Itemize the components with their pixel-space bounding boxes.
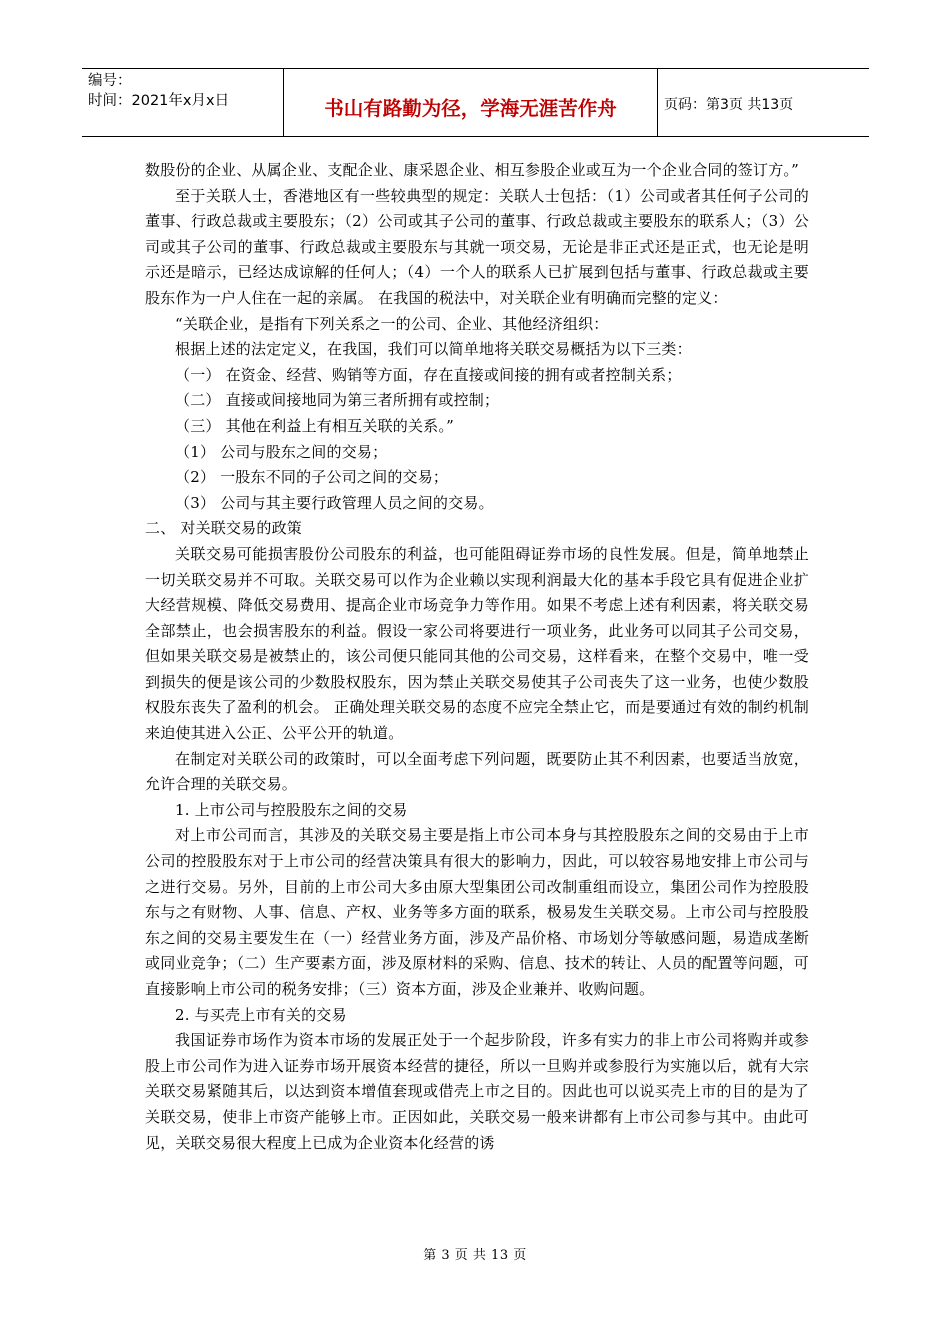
header-meta: [82, 69, 284, 136]
list-item: （二） 直接或间接地同为第三者所拥有或控制；: [175, 391, 500, 410]
header-page-number: 页码：第3页 共13页: [664, 96, 794, 113]
document-number-label: 编号：: [88, 73, 132, 89]
list-item: （三） 其他在利益上有相互关联的关系。”: [175, 416, 454, 435]
paragraph: 关联交易可能损害股份公司股东的利益，也可能阻碍证券市场的良性发展。但是，简单地禁止一切关联交易并不可取。关联交易可以作为企业赖以实现利润最大化的基本手段它具有促进企业扩大经营规模、降低交易费用、提高企业市场竞争力等作用。如果不考虑上述有利因素，将关联交易全部禁止，也会损害股东的利益。假设一家公司将要进行一项业务，此业务可以同其子公司交易，但如果关联交易是被禁止的，该公司便只能同其他的公司交易，这样看来，在整个交易中，唯一受到损失的便是该公司的少数股权股东，因为禁止关联交易使其子公司丧失了这一业务，也使少数股权股东丧失了盈利的机会。 正确处理关联交易的态度不应完全禁止它，而是要通过有效的制约机制来迫使其进入公正、公平公开的轨道。: [145, 544, 809, 743]
subsection-heading: 2. 与买壳上市有关的交易: [175, 1005, 347, 1024]
document-date: 时间：2021年x月x日: [88, 93, 230, 109]
page-header: [82, 68, 869, 137]
paragraph: 至于关联人士，香港地区有一些较典型的规定：关联人士包括：（1）公司或者其任何子公司的董事、行政总裁或主要股东；（2）公司或其子公司的董事、行政总裁或主要股东的联系人；（3）公司或其子公司的董事、行政总裁或主要股东与其就一项交易，无论是非正式还是正式，也无论是明示还是暗示，已经达成谅解的任何人；（4）一个人的联系人已扩展到包括与董事、行政总裁或主要股东作为一户人住在一起的亲属。 在我国的税法中，对关联企业有明确而完整的定义：: [145, 186, 809, 307]
list-item: （一） 在资金、经营、购销等方面，存在直接或间接的拥有或者控制关系；: [175, 365, 682, 384]
paragraph: 对上市公司而言，其涉及的关联交易主要是指上市公司本身与其控股股东之间的交易由于上市公司的控股股东对于上市公司的经营决策具有很大的影响力，因此，可以较容易地安排上市公司与之进行交易。另外，目前的上市公司大多由原大型集团公司改制重组而设立，集团公司作为控股股东与之有财物、人事、信息、产权、业务等多方面的联系，极易发生关联交易。上市公司与控股股东之间的交易主要发生在（一）经营业务方面，涉及产品价格、市场划分等敏感问题，易造成垄断或同业竞争；（二）生产要素方面，涉及原材料的采购、信息、技术的转让、人员的配置等问题，可直接影响上市公司的税务安排；（三）资本方面，涉及企业兼并、收购问题。: [145, 826, 809, 998]
paragraph: 数股份的企业、从属企业、支配企业、康采恩企业、相互参股企业或互为一个企业合同的签订方。”: [145, 161, 799, 179]
section-heading: 二、 对关联交易的政策: [145, 519, 302, 538]
paragraph: 我国证券市场作为资本市场的发展正处于一个起步阶段，许多有实力的非上市公司将购并或参股上市公司作为进入证券市场开展资本经营的捷径，所以一旦购并或参股行为实施以后，就有大宗关联交易紧随其后，以达到资本增值套现或借壳上市之目的。因此也可以说买壳上市的目的是为了关联交易，使非上市资产能够上市。正因如此，关联交易一般来讲都有上市公司参与其中。由此可见，关联交易很大程度上已成为企业资本化经营的诱: [145, 1031, 809, 1152]
page-footer: 第 3 页 共 13 页: [423, 1248, 527, 1263]
list-item: （2） 一股东不同的子公司之间的交易；: [175, 468, 449, 487]
subsection-heading: 1. 上市公司与控股股东之间的交易: [175, 800, 408, 819]
list-item: （1） 公司与股东之间的交易；: [175, 442, 388, 461]
header-motto: 书山有路勤为径，学海无涯苦作舟: [284, 69, 658, 136]
document-body: [145, 158, 809, 1156]
list-item: （3） 公司与其主要行政管理人员之间的交易。: [175, 493, 494, 512]
paragraph: 在制定对关联公司的政策时，可以全面考虑下列问题，既要防止其不利因素，也要适当放宽，允许合理的关联交易。: [145, 749, 809, 794]
paragraph: 根据上述的法定定义，在我国，我们可以简单地将关联交易概括为以下三类：: [175, 340, 692, 359]
paragraph: “关联企业，是指有下列关系之一的公司、企业、其他经济组织：: [175, 314, 609, 333]
